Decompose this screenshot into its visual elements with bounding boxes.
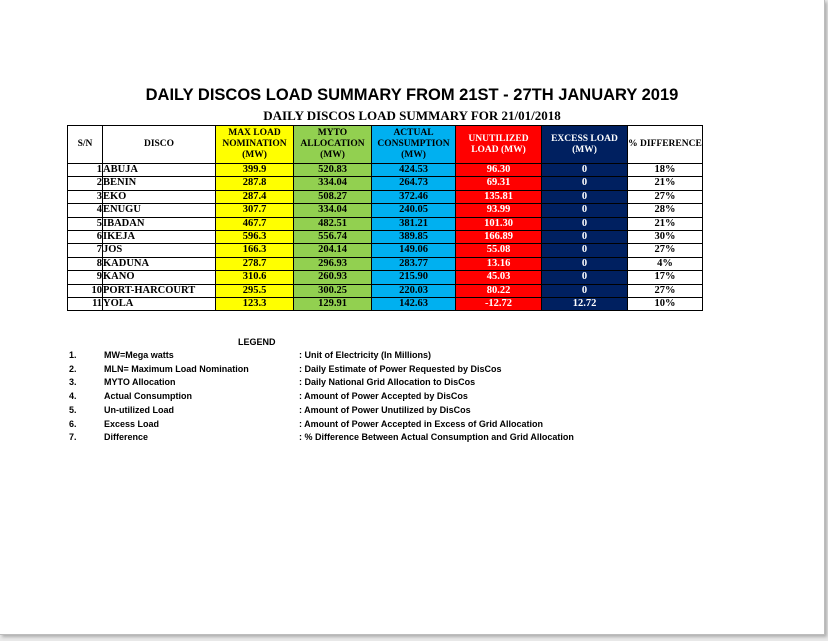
cell-excess: 0 bbox=[542, 217, 628, 230]
table-row bbox=[68, 164, 703, 177]
cell-unutilized: 93.99 bbox=[456, 204, 542, 217]
cell-excess: 0 bbox=[542, 204, 628, 217]
cell-max-load: 278.7 bbox=[216, 257, 294, 270]
cell-myto: 508.27 bbox=[294, 190, 372, 203]
cell-max-load: 287.4 bbox=[216, 190, 294, 203]
cell-disco: ENUGU bbox=[103, 204, 216, 217]
cell-excess: 0 bbox=[542, 190, 628, 203]
table-row bbox=[68, 204, 703, 217]
cell-sn: 8 bbox=[68, 257, 103, 270]
cell-disco: PORT-HARCOURT bbox=[103, 284, 216, 297]
cell-myto: 556.74 bbox=[294, 231, 372, 244]
header-myto: MYTO ALLOCATION (MW) bbox=[294, 126, 372, 164]
cell-max-load: 123.3 bbox=[216, 298, 294, 311]
cell-unutilized: 135.81 bbox=[456, 190, 542, 203]
cell-disco: BENIN bbox=[103, 177, 216, 190]
legend-number: 3. bbox=[69, 377, 77, 388]
header-excess: EXCESS LOAD (MW) bbox=[542, 126, 628, 164]
cell-disco: KANO bbox=[103, 271, 216, 284]
cell-difference: 21% bbox=[628, 217, 703, 230]
cell-sn: 6 bbox=[68, 231, 103, 244]
cell-sn: 3 bbox=[68, 190, 103, 203]
cell-actual: 215.90 bbox=[372, 271, 456, 284]
cell-excess: 0 bbox=[542, 231, 628, 244]
legend-term: MW=Mega watts bbox=[104, 350, 174, 360]
header-difference: % DIFFERENCE bbox=[628, 126, 703, 164]
cell-sn: 7 bbox=[68, 244, 103, 257]
cell-unutilized: 69.31 bbox=[456, 177, 542, 190]
cell-unutilized: 13.16 bbox=[456, 257, 542, 270]
cell-sn: 11 bbox=[68, 298, 103, 311]
legend-number: 1. bbox=[69, 350, 77, 360]
table-row bbox=[68, 190, 703, 203]
legend-term: MYTO Allocation bbox=[104, 377, 176, 388]
cell-disco: IBADAN bbox=[103, 217, 216, 230]
legend-term: Excess Load bbox=[104, 418, 160, 429]
cell-actual: 389.85 bbox=[372, 231, 456, 244]
cell-difference: 4% bbox=[628, 257, 703, 270]
cell-max-load: 310.6 bbox=[216, 271, 294, 284]
cell-max-load: 166.3 bbox=[216, 244, 294, 257]
cell-excess: 12.72 bbox=[542, 298, 628, 311]
legend-term: Actual Consumption bbox=[104, 391, 192, 402]
cell-sn: 4 bbox=[68, 204, 103, 217]
cell-myto: 260.93 bbox=[294, 271, 372, 284]
cell-myto: 334.04 bbox=[294, 204, 372, 217]
cell-difference: 18% bbox=[628, 164, 703, 177]
cell-disco: YOLA bbox=[103, 298, 216, 311]
cell-disco: KADUNA bbox=[103, 257, 216, 270]
legend-description: : % Difference Between Actual Consumption and Grid Allocation bbox=[299, 432, 574, 443]
cell-actual: 142.63 bbox=[372, 298, 456, 311]
header-sn: S/N bbox=[68, 126, 103, 164]
cell-excess: 0 bbox=[542, 244, 628, 257]
header-disco: DISCO bbox=[103, 126, 216, 164]
table-row bbox=[68, 217, 703, 230]
cell-excess: 0 bbox=[542, 164, 628, 177]
cell-unutilized: 166.89 bbox=[456, 231, 542, 244]
legend-term: MLN= Maximum Load Nomination bbox=[104, 363, 249, 374]
legend-number: 7. bbox=[69, 432, 77, 443]
cell-myto: 334.04 bbox=[294, 177, 372, 190]
cell-disco: ABUJA bbox=[103, 164, 216, 177]
cell-max-load: 287.8 bbox=[216, 177, 294, 190]
cell-sn: 5 bbox=[68, 217, 103, 230]
header-actual: ACTUAL CONSUMPTION (MW) bbox=[372, 126, 456, 164]
cell-excess: 0 bbox=[542, 271, 628, 284]
cell-max-load: 399.9 bbox=[216, 164, 294, 177]
load-summary-table bbox=[67, 125, 703, 311]
cell-unutilized: 80.22 bbox=[456, 284, 542, 297]
cell-max-load: 596.3 bbox=[216, 231, 294, 244]
cell-actual: 220.03 bbox=[372, 284, 456, 297]
legend-number: 4. bbox=[69, 391, 77, 402]
cell-actual: 240.05 bbox=[372, 204, 456, 217]
cell-sn: 9 bbox=[68, 271, 103, 284]
legend-title: LEGEND bbox=[238, 337, 276, 347]
page-subtitle: DAILY DISCOS LOAD SUMMARY FOR 21/01/2018 bbox=[263, 108, 561, 123]
cell-myto: 129.91 bbox=[294, 298, 372, 311]
cell-excess: 0 bbox=[542, 177, 628, 190]
legend-description: : Unit of Electricity (In Millions) bbox=[299, 350, 432, 360]
cell-difference: 17% bbox=[628, 271, 703, 284]
table-row bbox=[68, 257, 703, 270]
cell-difference: 10% bbox=[628, 298, 703, 311]
cell-actual: 372.46 bbox=[372, 190, 456, 203]
cell-difference: 27% bbox=[628, 284, 703, 297]
legend-number: 6. bbox=[69, 418, 77, 429]
cell-myto: 204.14 bbox=[294, 244, 372, 257]
cell-sn: 1 bbox=[68, 164, 103, 177]
cell-actual: 283.77 bbox=[372, 257, 456, 270]
cell-excess: 0 bbox=[542, 257, 628, 270]
legend-term: Un-utilized Load bbox=[104, 404, 174, 415]
cell-difference: 30% bbox=[628, 231, 703, 244]
cell-unutilized: 55.08 bbox=[456, 244, 542, 257]
cell-difference: 27% bbox=[628, 244, 703, 257]
cell-myto: 520.83 bbox=[294, 164, 372, 177]
legend-description: : Amount of Power Accepted in Excess of Grid Allocation bbox=[299, 418, 544, 429]
legend-description: : Daily Estimate of Power Requested by DisCos bbox=[299, 363, 502, 374]
legend-description: : Daily National Grid Allocation to DisCos bbox=[299, 377, 476, 388]
cell-disco: JOS bbox=[103, 244, 216, 257]
cell-sn: 10 bbox=[68, 284, 103, 297]
cell-unutilized: 45.03 bbox=[456, 271, 542, 284]
legend-number: 2. bbox=[69, 363, 77, 374]
legend-description: : Amount of Power Unutilized by DisCos bbox=[299, 404, 471, 415]
cell-difference: 21% bbox=[628, 177, 703, 190]
page-title: DAILY DISCOS LOAD SUMMARY FROM 21ST - 27TH JANUARY 2019 bbox=[145, 86, 679, 104]
cell-max-load: 295.5 bbox=[216, 284, 294, 297]
cell-excess: 0 bbox=[542, 284, 628, 297]
cell-unutilized: 101.30 bbox=[456, 217, 542, 230]
cell-actual: 381.21 bbox=[372, 217, 456, 230]
cell-myto: 300.25 bbox=[294, 284, 372, 297]
legend-description: : Amount of Power Accepted by DisCos bbox=[299, 391, 468, 402]
cell-myto: 296.93 bbox=[294, 257, 372, 270]
cell-max-load: 307.7 bbox=[216, 204, 294, 217]
cell-sn: 2 bbox=[68, 177, 103, 190]
table-row bbox=[68, 271, 703, 284]
table-row bbox=[68, 244, 703, 257]
cell-difference: 27% bbox=[628, 190, 703, 203]
table-row bbox=[68, 177, 703, 190]
cell-unutilized: -12.72 bbox=[456, 298, 542, 311]
legend-term: Difference bbox=[104, 432, 149, 443]
cell-disco: IKEJA bbox=[103, 231, 216, 244]
cell-myto: 482.51 bbox=[294, 217, 372, 230]
cell-disco: EKO bbox=[103, 190, 216, 203]
cell-difference: 28% bbox=[628, 204, 703, 217]
cell-unutilized: 96.30 bbox=[456, 164, 542, 177]
cell-max-load: 467.7 bbox=[216, 217, 294, 230]
cell-actual: 424.53 bbox=[372, 164, 456, 177]
table-row bbox=[68, 298, 703, 311]
cell-actual: 149.06 bbox=[372, 244, 456, 257]
table-header-row bbox=[68, 126, 703, 164]
header-unutilized: UNUTILIZED LOAD (MW) bbox=[456, 126, 542, 164]
legend-number: 5. bbox=[69, 404, 77, 415]
table-row bbox=[68, 284, 703, 297]
table-row bbox=[68, 231, 703, 244]
header-max-load: MAX LOAD NOMINATION (MW) bbox=[216, 126, 294, 164]
cell-actual: 264.73 bbox=[372, 177, 456, 190]
